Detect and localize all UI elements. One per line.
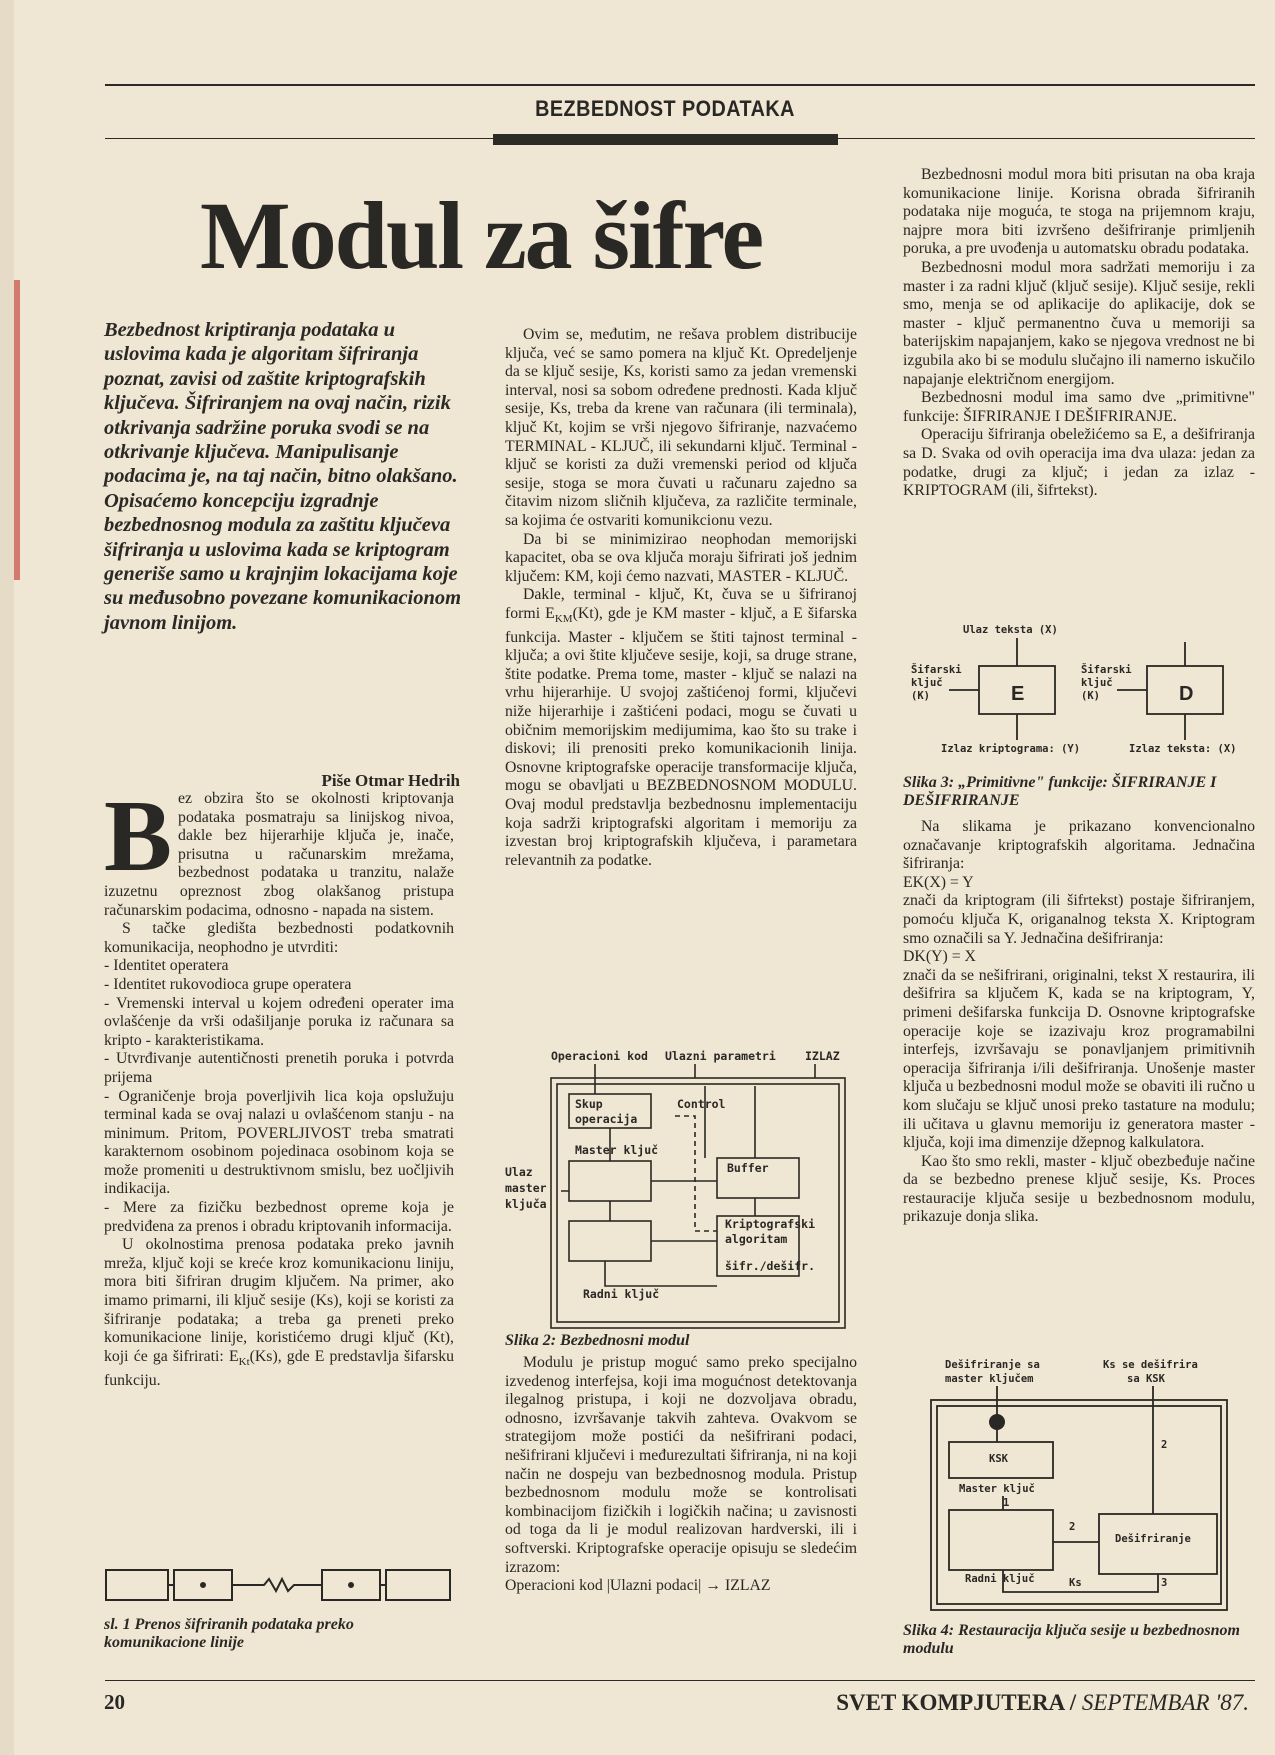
label-operacioni-kod: Operacioni kod (551, 1049, 648, 1063)
label-two-mid: 2 (1069, 1521, 1076, 1533)
d-box-label: D (1179, 683, 1194, 705)
figure-3-diagram (903, 620, 1255, 765)
paragraph: znači da se nešifrirani, originalni, tekst X restaurira, ili dešifrira sa ključem K, kada se na kriptogram, Y, primeni dešifarska funkcija D. Osnovne kriptografske operacije koje se izazivaju kroz programabilni interfejs, izvršavaju se ponavljanjem primitivnih operacija šifriranja i/ili dešifriranja. Unošenje master ključa u bezbednosni modul može se obaviti ili ručno u kom slučaju se ključ unosi preko tastature na modulu; ili učitava u glavnu memoriju iz generatora master - ključa, koji ima dimenzije džepnog kalkulatora. (903, 966, 1255, 1152)
label-kriptografski: Kriptografski (725, 1217, 816, 1231)
figure-2-diagram (505, 1046, 857, 1336)
figure-4-caption: Slika 4: Restauracija ključa sesije u bezbednosnom modulu (903, 1622, 1240, 1657)
list-item: - Ograničenje broja poverljivih lica koja opslužuju terminal kada se ovaj nalazi u ovlašćenom stanju - na minimum. Pritom, POVERLJIVOST treba smatrati karakternom osobinom pojedinaca osobinom koja se može promeniti u destruktivnom smislu, bez uočljivih indikacija. (104, 1087, 454, 1198)
label-k-2: (K) (1081, 690, 1100, 702)
figure-1-diagram (104, 1568, 454, 1604)
label-skup: Skup (575, 1097, 603, 1111)
figure-1-caption: sl. 1 Prenos šifriranih podataka preko komunikacione linije (104, 1616, 354, 1651)
label-k-1: (K) (911, 690, 930, 702)
label-two-top: 2 (1161, 1439, 1168, 1451)
article-title: Modul za šifre (200, 182, 763, 289)
label-ksk: KSK (989, 1453, 1008, 1465)
paragraph: Dakle, terminal - ključ, Kt, čuva se u šifriranoj formi $E_{KM}(Kt)$, gde je KM master - ključ, a E šifarska funkcija. Master - ključem se štiti tajnost terminal - ključa; a ovi štite ključeve sesije, koji, sa druge strane, štite podatke. Prema tome, master - ključ se nalazi na vrhu hijerarhije. U svojoj zaštićenoj formi, ključevi niže hijerarhije i zaštićeni podaci, mogu se čuvati u običnim memorijskim medijumima, kao što su trake i diskovi; ili prenositi preko komunikacionih linija. Osnovne kriptografske operacije transformacije ključa, mogu se obavljati u BEZBEDNOSNOM MODULU. Ovaj modul predstavlja bezbednosnu implementaciju koja sadrži kriptografski algoritam i memoriju za izvestan broj kriptografskih ključeva, i parametara relevantnih za podatke. (505, 586, 857, 869)
label-algoritam: algoritam (725, 1232, 788, 1246)
label-master: master (505, 1181, 547, 1195)
paragraph: Bezbednosni modul mora sadržati memoriju i za master i za radni ključ (ključ sesije). Ključ sesije, rekli smo, menja se od aplikacije do aplikacije, dok se master - ključ permanentno čuva u memoriji sa baterijskim napajanjem, kako se njegova vrednost ne bi izgubila ako bi se modulu slučajno ili namerno iskučilo napajanje električnom energijom. (903, 258, 1255, 388)
label-ks-se-desifrira: Ks se dešifrira (1103, 1359, 1198, 1371)
footer-rule (105, 1680, 1255, 1681)
paragraph: Modulu je pristup moguć samo preko specijalno izvedenog interfejsa, koji ima mogućnost detektovanja ilegalnog pristupa, i koji ne dozvoljava obradu, odnosno, izvršavanje takvih zahteva. Ovakvom se strategijom može postići da nešifrirani podaci, nešifrirani ključevi i međurezultati šifriranja, ni na koji način ne dospeju van bezbednosnog modula. Pristup bezbednosnom modulu može se kontrolisati kombinacijom fizičkih i logičkih načina; u zavisnosti od toga da li je modul realizovan hardverski, ili i softverski. Kriptografske operacije opisuju se sledećim izrazom: (505, 1354, 857, 1576)
equation-1: EK(X) = Y (903, 873, 974, 891)
drop-cap: B (104, 780, 173, 893)
magazine-name: SVET KOMPJUTERA (836, 1690, 1064, 1715)
label-master-kljuc: Master ključ (575, 1143, 659, 1157)
column-3-bottom (903, 818, 1255, 1227)
section-bar (493, 134, 838, 145)
paragraph: Na slikama je prikazano konvencionalno označavanje kriptografskih algoritama. Jednačina šifriranja: (903, 818, 1255, 873)
figure-3-caption: Slika 3: „Primitivne" funkcije: ŠIFRIRANJE I DEŠIFRIRANJE (903, 774, 1217, 809)
byline: Piše Otmar Hedrih (321, 771, 460, 790)
figure-2-caption: Slika 2: Bezbednosni modul (505, 1332, 690, 1349)
paragraph: Operaciju šifriranja obeležićemo sa E, a dešifriranja sa D. Svaka od ovih operacija ima dva ulaza: jedan za podatke, drugi za ključ; i jedan za izlaz - KRIPTOGRAM (ili, šifrtekst). (903, 426, 1255, 500)
label-buffer: Buffer (727, 1161, 769, 1175)
label-radni-kljuc: Radni ključ (583, 1287, 660, 1301)
lead-paragraph: Bezbednost kriptiranja podataka u uslovima kada je algoritam šifriranja poznat, zavisi od zaštite kriptografskih ključeva. Šifriranjem na ovaj način, rizik otkrivanja sadržine poruka svodi se na otkrivanje ključeva. Manipulisanje podacima je, na taj način, bitno olakšano. Opisaćemo koncepciju izgradnje bezbednosnog modula za zaštitu ključeva šifriranja u uslovima kada se kriptogram generiše samo u krajnjim lokacijama koje su međusobno povezane komunikacionom javnom linijom. (104, 319, 462, 634)
label-izlaz-teksta: Izlaz teksta: (X) (1129, 743, 1237, 755)
label-operacija: operacija (575, 1112, 638, 1126)
label-desifriranje: Dešifriranje (1115, 1533, 1191, 1545)
label-sa-ksk: sa KSK (1127, 1373, 1165, 1385)
figure-4-diagram (903, 1356, 1255, 1618)
red-edge-mark (14, 280, 20, 580)
top-rule (105, 84, 1255, 86)
paragraph: S tačke gledišta bezbednosti podatkovnih komunikacija, neophodno je utvrditi: (104, 920, 454, 956)
label-master-kljuc: Master ključ (959, 1483, 1035, 1495)
column-3 (903, 166, 1255, 501)
page-edge (0, 0, 14, 1755)
formula: Operacioni kod |Ulazni podaci| → IZLAZ (505, 1577, 771, 1595)
list-item: - Mere za fizičku bezbednost opreme koja je predviđena za prenos i obradu kriptovanih informacija. (104, 1199, 454, 1235)
label-sifarski-1: Šifarski (911, 664, 962, 676)
magazine-footer: SVET KOMPJUTERA / SEPTEMBAR '87. (836, 1690, 1249, 1715)
list-item: - Identitet rukovodioca grupe operatera (104, 975, 352, 993)
list-item: - Vremenski interval u kojem određeni operater ima ovlašćenje da vrši odašiljanje poruka iz računara sa kripto - karakteristikama. (104, 994, 454, 1049)
paragraph: Bezbednosni modul mora biti prisutan na oba kraja komunikacione linije. Korisna obrada šifriranih podataka nije moguća, te stoga na prijemnom kraju, najpre mora biti izvršeno dešifriranje primljenih poruka, a pre uvođenja u automatsku obradu podataka. (903, 166, 1255, 258)
label-desifriranje-sa: Dešifriranje sa (945, 1359, 1040, 1371)
label-kljuc-1: ključ (911, 677, 943, 689)
issue-date: SEPTEMBAR '87. (1081, 1690, 1249, 1715)
paragraph: Bezbednosni modul ima samo dve „primitivne" funkcije: ŠIFRIRANJE I DEŠIFRIRANJE. (903, 389, 1255, 425)
label-sifr-desifr: šifr./dešifr. (725, 1259, 816, 1273)
label-ulazni-parametri: Ulazni parametri (665, 1049, 776, 1063)
label-izlaz: IZLAZ (805, 1049, 840, 1063)
paragraph: U okolnostima prenosa podataka preko javnih mreža, ključ koji se kreće kroz komunikacionu liniju, mora biti šifriran drugim ključem. Na primer, ako imamo primarni, ili ključ sesije (Ks), koji se koristi za šifriranje podataka; a treba ga preneti preko komunikacione linije, koristićemo drugi ključ (Kt), koji će ga šifrirati: $E_{Kt}(Ks)$, gde E predstavlja šifarsku funkciju. (104, 1236, 454, 1389)
label-one: 1 (1003, 1497, 1010, 1509)
page-number: 20 (104, 1690, 125, 1714)
label-ulaz: Ulaz (505, 1165, 533, 1179)
paragraph: Ovim se, međutim, ne rešava problem distribucije ključa, već se samo pomera na ključ Kt. Opredeljenje da se ključ sesije, Ks, koristi samo za jedan vremenski interval, nosi sa sobom određene prednosti. Kada ključ sesije, Ks, treba da krene van računara (ili terminala), ključ Kt, kojim se vrši njegovo šifriranje, nazvaćemo TERMINAL - KLJUČ, ili sekundarni ključ. Terminal - ključ se koristi za duži vremenski period od ključa sesije, stoga se mora čuvati u računaru zajedno sa čitavim nizom sličnih ključeva, za različite terminale, sa kojima će ostvariti komunikcionu vezu. (505, 326, 857, 529)
column-2-bottom (505, 1354, 857, 1596)
equation-2: DK(Y) = X (903, 948, 976, 966)
label-izlaz-kriptograma: Izlaz kriptograma: (Y) (941, 743, 1081, 755)
label-master-kljucem: master ključem (945, 1373, 1034, 1385)
label-kljuc-2: ključ (1081, 677, 1113, 689)
list-item: - Utvrđivanje autentičnosti prenetih poruka i potvrda prijema (104, 1050, 454, 1086)
label-sifarski-2: Šifarski (1081, 664, 1132, 676)
section-heading: BEZBEDNOST PODATAKA (535, 96, 795, 121)
paragraph: Kao što smo rekli, master - ključ obezbeđuje načine da se bezbedno prenese ključ sesije, Ks. Proces restauracije ključa sesije u bezbednosnom modulu, prikazuje donja slika. (903, 1152, 1255, 1226)
e-box-label: E (1011, 683, 1025, 705)
label-kljuca: ključa (505, 1197, 547, 1211)
label-control: Control (677, 1097, 726, 1111)
column-2 (505, 326, 857, 870)
paragraph: Da bi se minimizirao neophodan memorijski kapacitet, oba se ova ključa moraju šifrirati još jednim ključem: KM, koji ćemo nazvati, MASTER - KLJUČ. (505, 530, 857, 585)
label-ks: Ks (1069, 1577, 1082, 1589)
list-item: - Identitet operatera (104, 957, 229, 975)
first-paragraph: Bez obzira što se okolnosti kriptovanja podataka posmatraju sa linijskog nivoa, dakle bez hijerarhije ključa je, inače, prisutna u računarskim mrežama, bezbednost podataka u tranzitu, nalaže izuzetnu opreznost zbog olakšanog pristupa računarskim podacima, odnosno - napada na sistem. (104, 780, 454, 919)
paragraph: znači da kriptogram (ili šifrtekst) postaje šifriranjem, pomoću ključa K, origanalnog teksta X. Kriptogram smo označili sa Y. Jednačina dešifriranja: (903, 892, 1255, 947)
label-three: 3 (1161, 1577, 1168, 1589)
label-radni-kljuc: Radni ključ (965, 1573, 1035, 1585)
label-ulaz-teksta: Ulaz teksta (X) (963, 624, 1058, 636)
